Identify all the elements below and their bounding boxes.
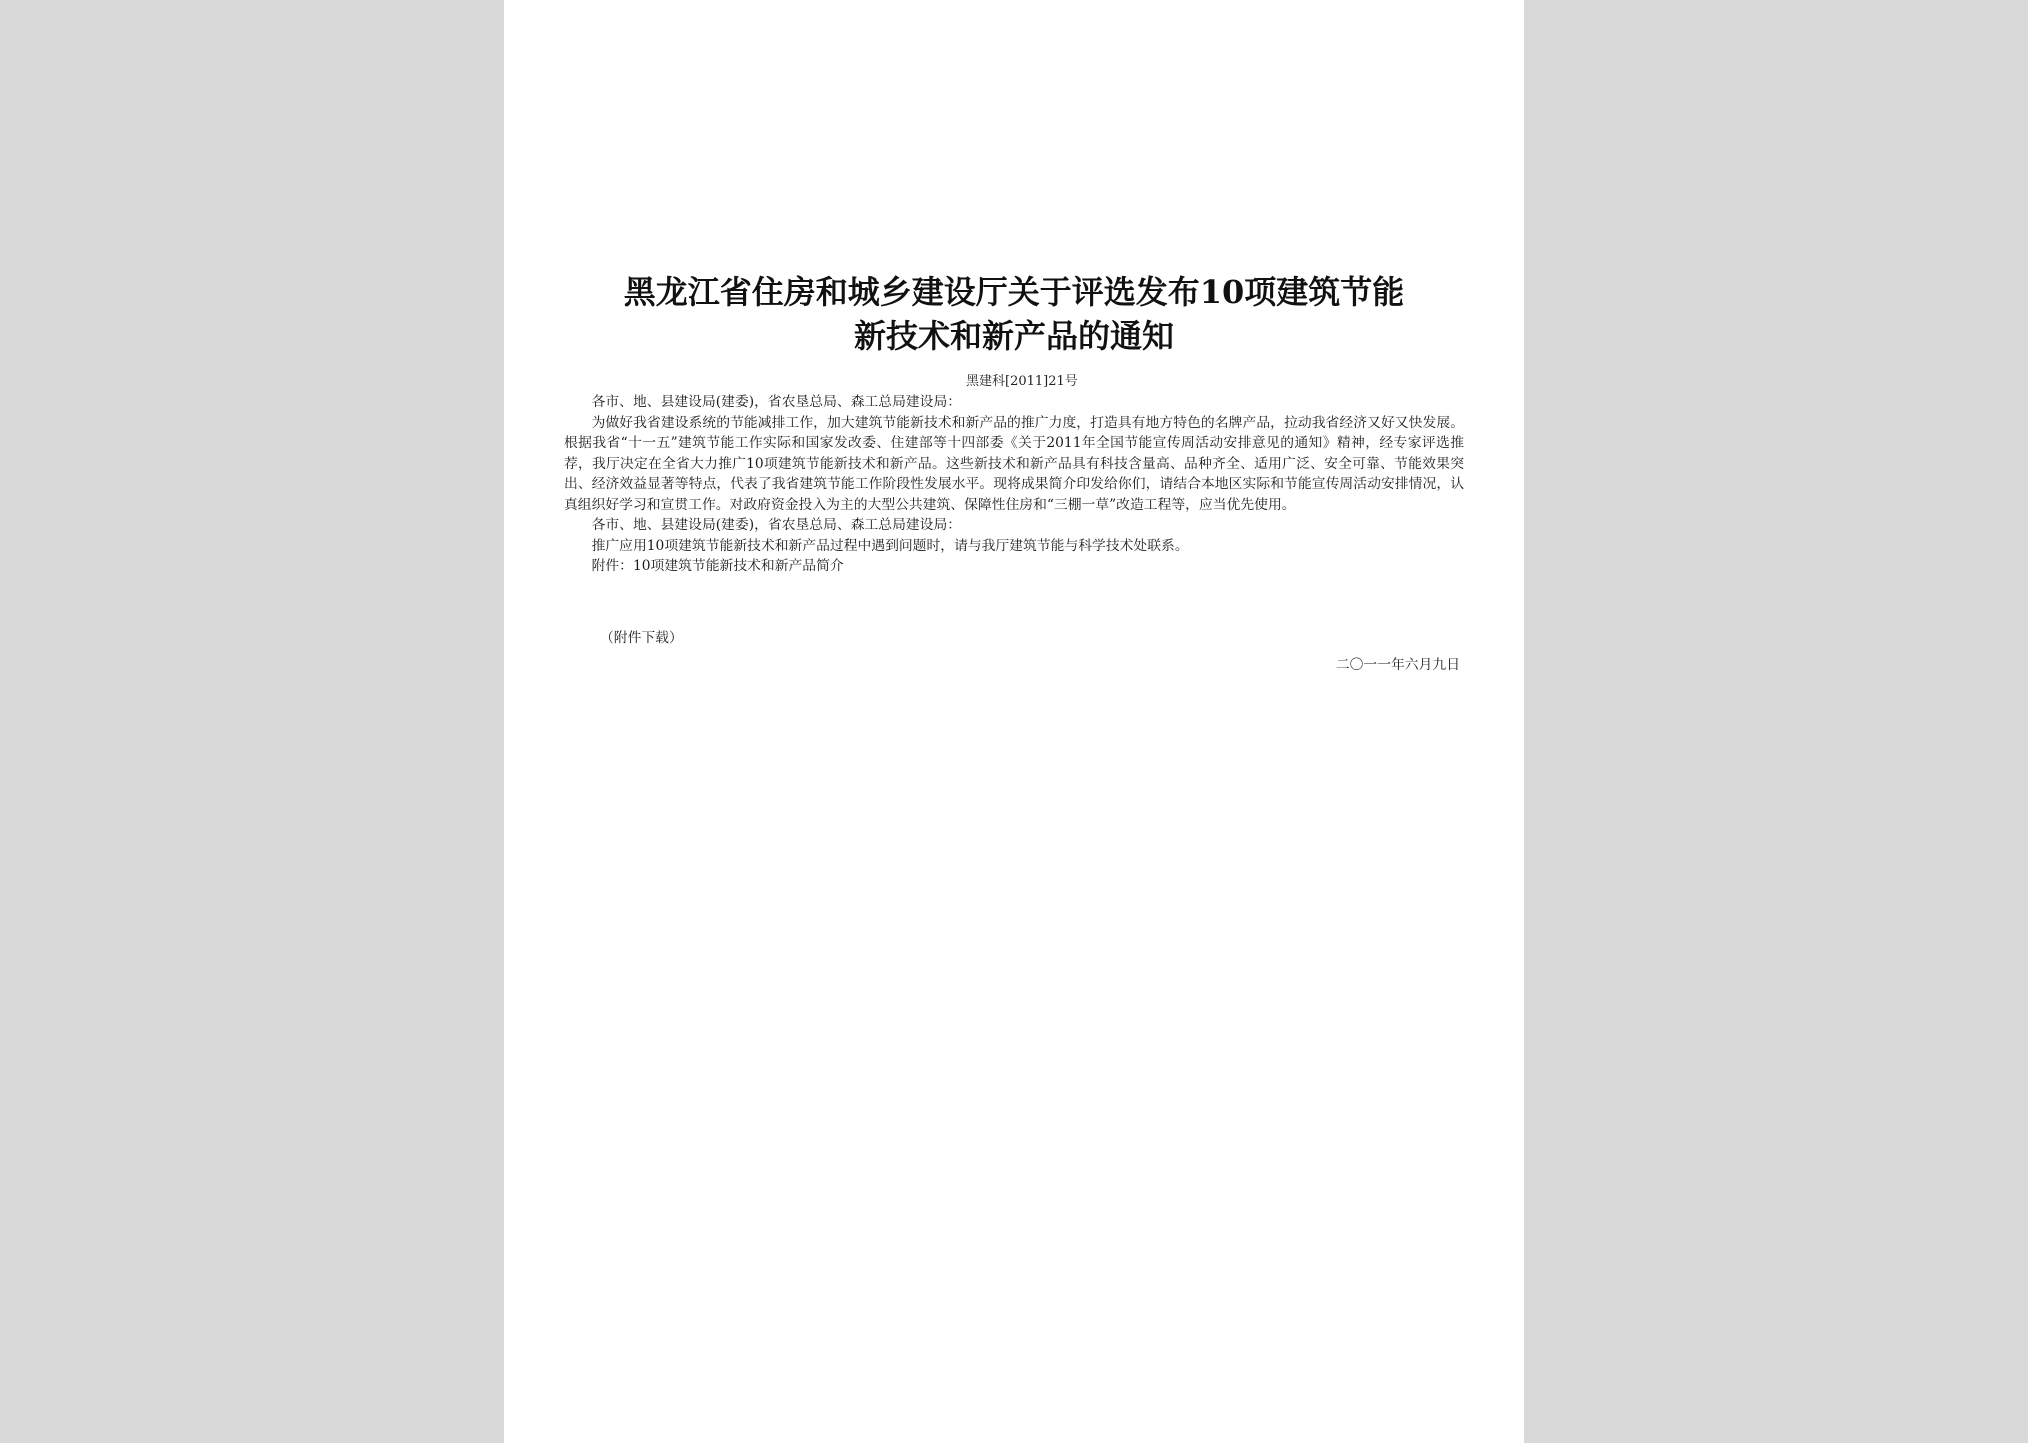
title-line-2: 新技术和新产品的通知 [853, 317, 1174, 355]
document-body [564, 392, 1464, 577]
title-line-1: 黑龙江省住房和城乡建设厅关于评选发布10项建筑节能 [623, 273, 1405, 311]
addressee-paragraph: 各市、地、县建设局(建委)，省农垦总局、森工总局建设局： [591, 394, 962, 410]
document-date: 二〇一一年六月九日 [1335, 657, 1460, 673]
document-title [544, 270, 1484, 358]
attachment-download-link[interactable]: （附件下载） [600, 630, 683, 646]
document-number: 黑建科[2011]21号 [966, 374, 1078, 389]
addressee-paragraph-repeat: 各市、地、县建设局(建委)，省农垦总局、森工总局建设局： [591, 517, 962, 533]
main-paragraph: 为做好我省建设系统的节能减排工作，加大建筑节能新技术和新产品的推广力度，打造具有地方特色的名牌产品，拉动我省经济又好又快发展。根据我省“十一五”建筑节能工作实际和国家发改委、住建部等十四部委《关于2011年全国节能宣传周活动安排意见的通知》精神，经专家评选推荐，我厅决定在全省大力推广10项建筑节能新技术和新产品。这些新技术和新产品具有科技含量高、品种齐全、适用广泛、安全可靠、节能效果突出、经济效益显著等特点，代表了我省建筑节能工作阶段性发展水平。现将成果简介印发给你们，请结合本地区实际和节能宣传周活动安排情况，认真组织好学习和宣贯工作。对政府资金投入为主的大型公共建筑、保障性住房和“三棚一草”改造工程等，应当优先使用。 [564, 414, 1464, 513]
contact-paragraph: 推广应用10项建筑节能新技术和新产品过程中遇到问题时，请与我厅建筑节能与科学技术处联系。 [591, 537, 1189, 554]
attachment-paragraph: 附件：10项建筑节能新技术和新产品简介 [591, 558, 844, 574]
document-page [504, 0, 1524, 1443]
